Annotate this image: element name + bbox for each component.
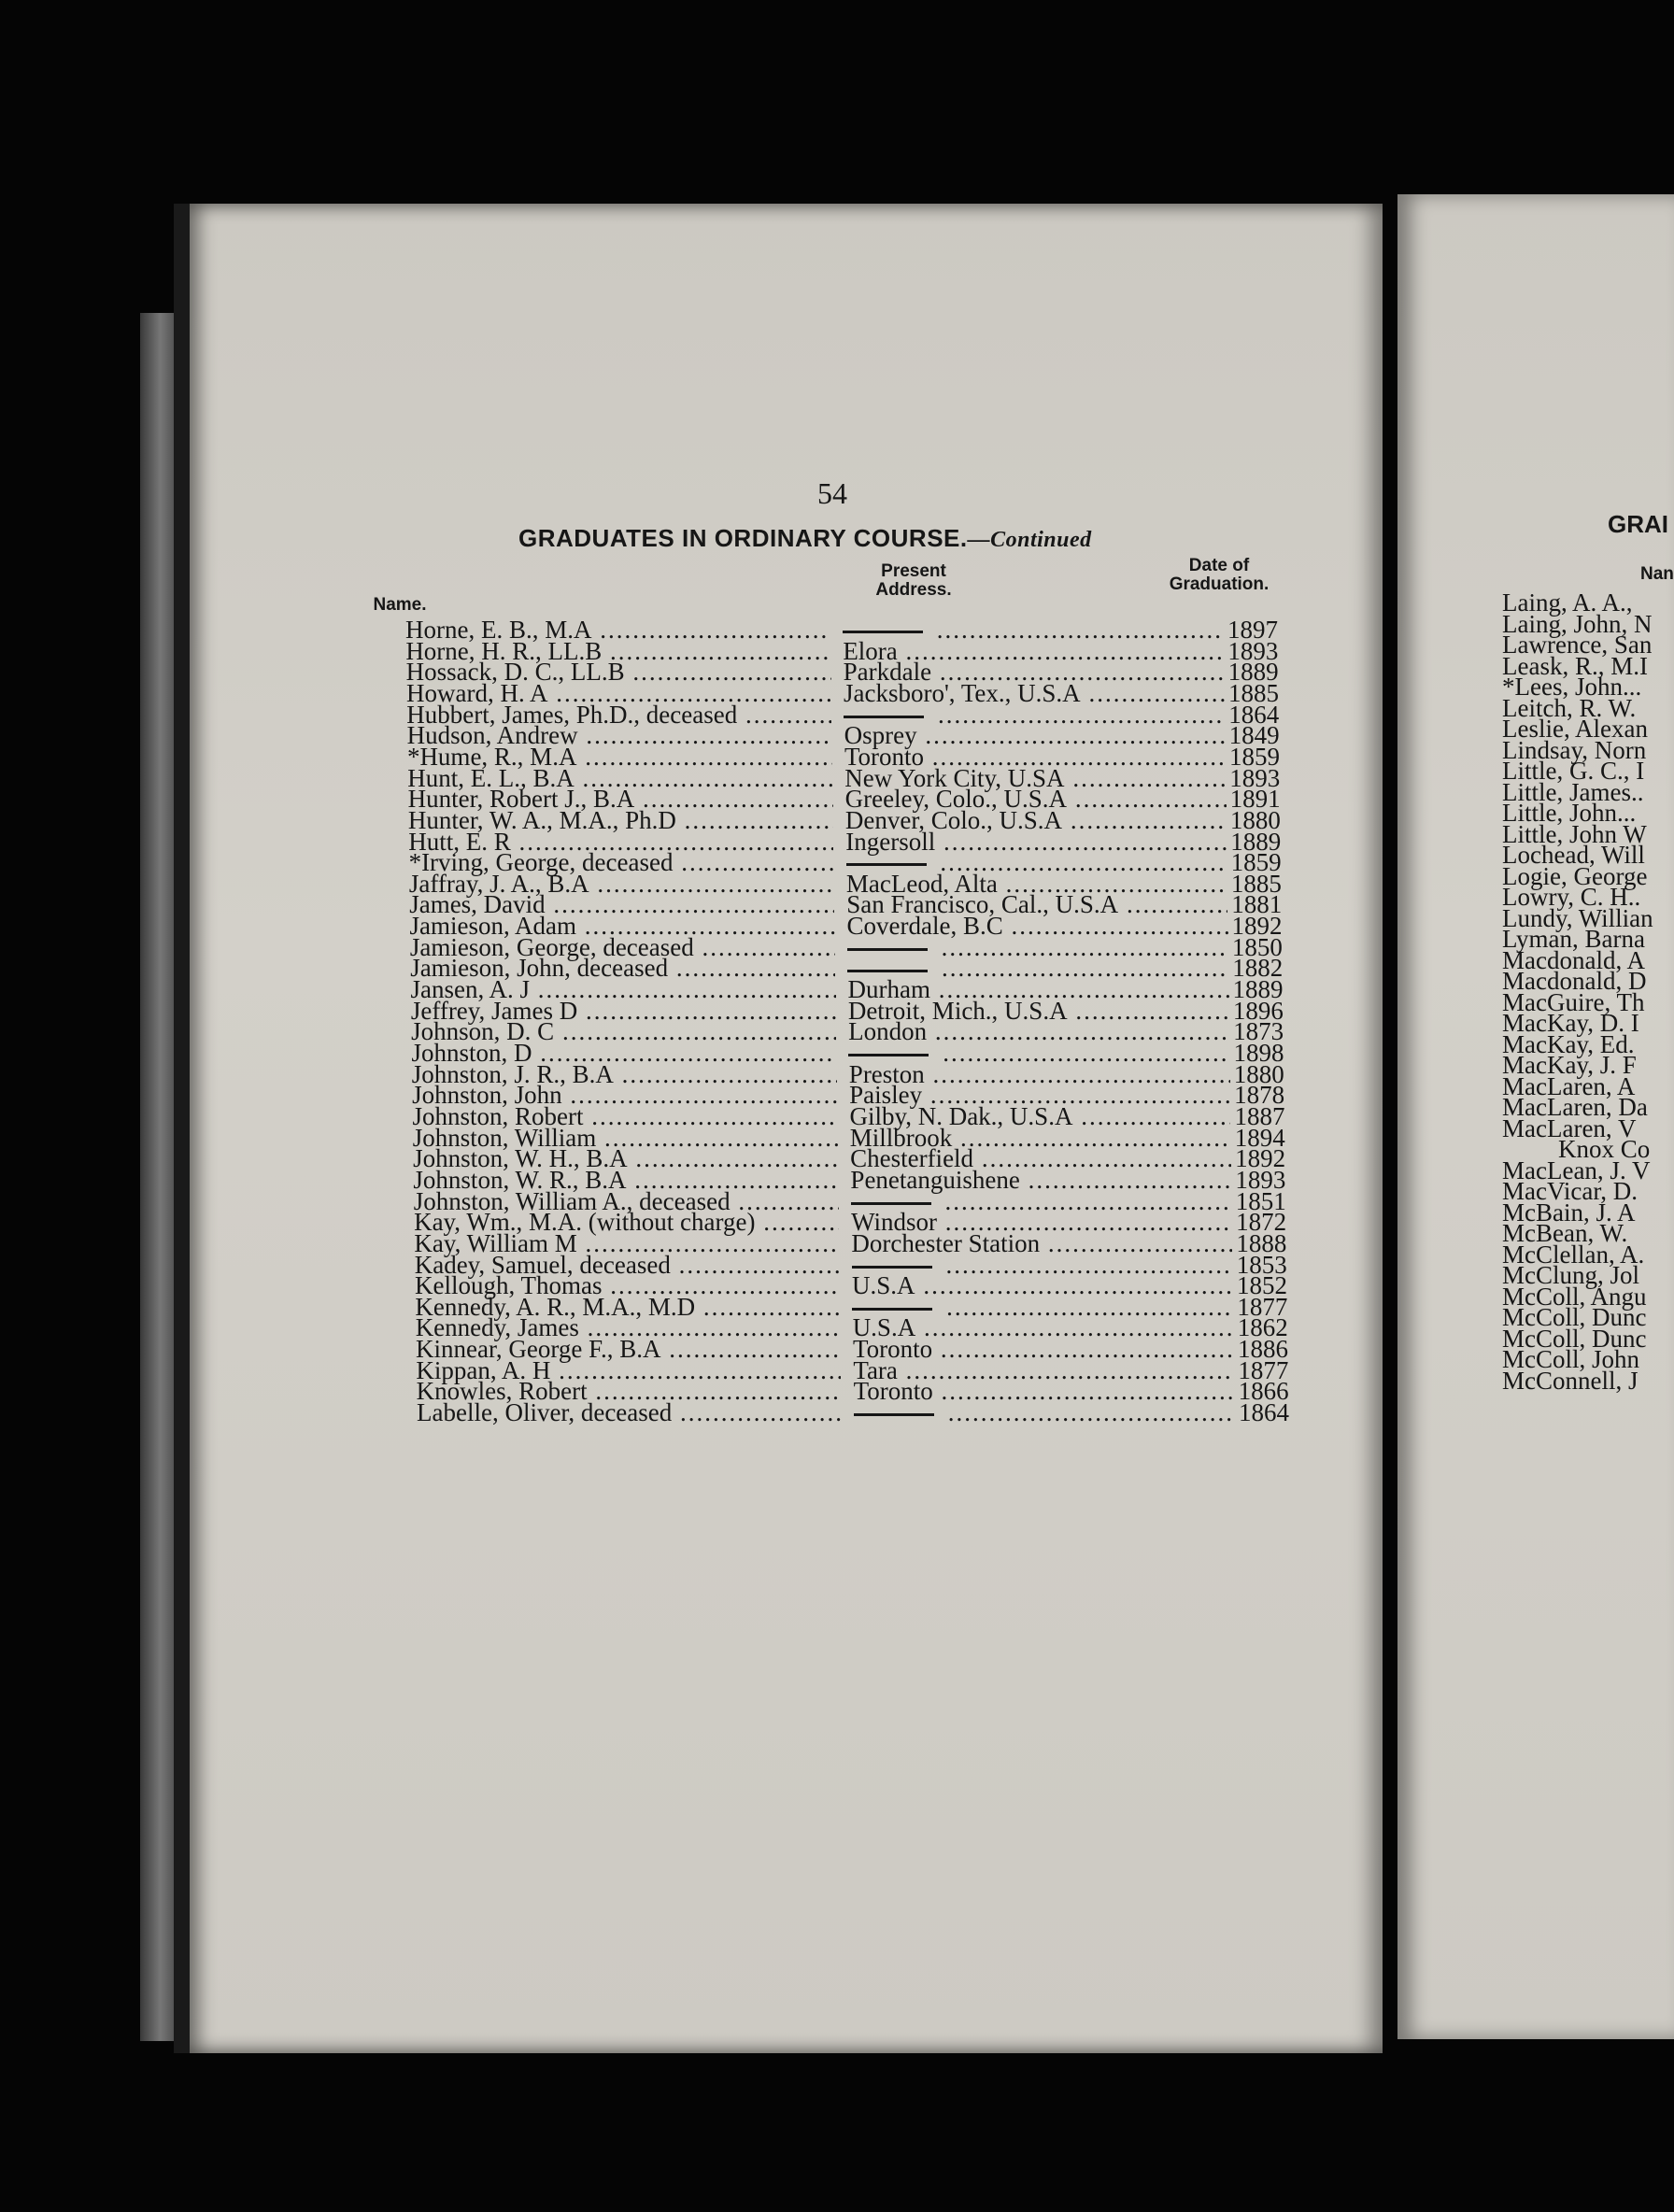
column-header-address: Present Address. [875, 561, 952, 600]
graduation-year: 1877 [1238, 1355, 1289, 1384]
graduation-year: 1885 [1230, 869, 1282, 898]
graduation-year: 1881 [1231, 890, 1283, 919]
graduate-name: Johnson, D. C ..... [411, 1017, 836, 1046]
graduate-name: McBean, W. [1502, 1219, 1628, 1247]
graduation-year: 1859 [1230, 848, 1282, 877]
graduate-address-text: Gilby, N. Dak., U.S.A [849, 1101, 1073, 1130]
right-page-list [1397, 194, 1674, 2039]
graduate-name: Johnston, W. H., B.A ..... [413, 1144, 838, 1173]
graduate-name: McClung, Jol [1502, 1261, 1640, 1289]
no-address-dash [852, 1308, 932, 1311]
graduate-name: Jaffray, J. A., B.A ..... [409, 870, 834, 899]
graduate-name: Leask, R., M.I [1502, 651, 1648, 680]
graduate-name: Kay, Wm., M.A. (without charge) ..... [414, 1208, 839, 1237]
no-address-dash [844, 716, 924, 718]
graduation-year: 1878 [1234, 1081, 1285, 1110]
graduate-address-text: Windsor [851, 1208, 937, 1237]
graduate-name: MacKay, J. F [1502, 1051, 1637, 1079]
no-address-dash [847, 948, 928, 951]
graduate-address-text: MacLeod, Alta [845, 869, 998, 898]
table-row [417, 1398, 1313, 1430]
graduate-address-text: Paisley [849, 1081, 923, 1110]
graduation-year: 1892 [1231, 912, 1283, 941]
no-address-dash [846, 863, 927, 866]
graduates-list [190, 204, 1383, 2053]
graduate-name: Little, John W [1502, 819, 1647, 848]
graduate-address-text: Durham [847, 975, 930, 1004]
graduate-name: *Lees, John... [1502, 673, 1642, 701]
graduate-name: Jamieson, Adam ..... [410, 912, 835, 941]
graduate-name: Kadey, Samuel, deceased ..... [415, 1251, 840, 1280]
graduate-address-text: Detroit, Mich., U.S.A [847, 996, 1068, 1025]
graduate-name: Johnston, D ..... [411, 1039, 836, 1068]
graduate-name: Lindsay, Norn [1502, 735, 1647, 764]
graduate-name: Jamieson, John, deceased ..... [410, 954, 835, 983]
graduate-name: MacLean, J. V [1502, 1156, 1651, 1184]
graduate-name: Laing, John, N [1502, 609, 1653, 638]
graduate-name: Johnston, J. R., B.A ..... [412, 1060, 837, 1089]
graduate-name: MacLaren, V [1502, 1113, 1637, 1142]
graduate-address-text: U.S.A [852, 1313, 916, 1342]
no-address-dash [852, 1266, 932, 1269]
no-address-dash [843, 631, 923, 633]
graduate-name: Lowry, C. H.. [1502, 883, 1641, 911]
no-address-dash [854, 1413, 934, 1416]
graduation-year: 1896 [1232, 996, 1284, 1025]
graduate-name: Horne, H. R., LL.B ..... [405, 637, 830, 666]
graduate-address-text: Osprey [844, 721, 917, 750]
graduation-year: 1887 [1234, 1101, 1285, 1130]
graduation-year: 1898 [1233, 1039, 1284, 1067]
graduation-year: 1892 [1235, 1144, 1286, 1173]
graduate-name: MacKay, D. I [1502, 1009, 1639, 1037]
graduate-name: Macdonald, A [1502, 945, 1645, 974]
graduate-address-text: Preston [848, 1059, 925, 1088]
graduate-name: McColl, Dunc [1502, 1324, 1647, 1353]
graduation-year: 1873 [1233, 1017, 1284, 1046]
graduate-name: Kippan, A. H ..... [416, 1356, 841, 1385]
graduate-name: Johnston, Robert ..... [412, 1102, 837, 1131]
graduation-year: 1851 [1235, 1186, 1286, 1215]
graduate-name: Laing, A. A., [1502, 588, 1633, 617]
graduation-year: 1880 [1233, 1059, 1284, 1088]
graduate-address-text: Chesterfield [850, 1144, 974, 1173]
graduate-name: Labelle, Oliver, deceased ..... [417, 1398, 842, 1427]
graduate-address-text: Parkdale [843, 658, 932, 687]
graduation-year: 1888 [1236, 1228, 1287, 1257]
graduation-year: 1866 [1238, 1377, 1289, 1406]
graduate-name: Kennedy, James ..... [416, 1313, 841, 1342]
graduate-name: Knox Co [1558, 1135, 1651, 1163]
graduate-name: Hubbert, James, Ph.D., deceased ..... [406, 701, 831, 730]
graduate-address-text: London [848, 1017, 928, 1046]
graduate-name: Lochead, Will [1502, 841, 1645, 869]
column-header-date: Date of Graduation. [1169, 556, 1270, 594]
graduate-address-text: San Francisco, Cal., U.S.A [846, 890, 1119, 919]
graduation-year: 1882 [1232, 954, 1284, 983]
graduation-year: 1877 [1237, 1292, 1288, 1321]
graduate-name: Kennedy, A. R., M.A., M.D ..... [415, 1293, 840, 1322]
graduation-year: 1897 [1227, 616, 1278, 644]
graduate-name: Little, John... [1502, 799, 1637, 827]
graduate-name: McConnell, J [1502, 1366, 1639, 1395]
graduate-name: Hossack, D. C., LL.B ..... [406, 658, 831, 687]
column-header-name: Name. [373, 595, 427, 615]
graduation-year: 1885 [1227, 678, 1279, 707]
graduate-address-text: Millbrook [849, 1123, 953, 1152]
graduate-name: Howard, H. A ..... [406, 679, 831, 708]
graduation-year: 1889 [1227, 658, 1279, 687]
graduate-name: Hudson, Andrew ..... [407, 721, 832, 750]
graduate-name: Lawrence, San [1502, 631, 1653, 659]
graduation-year: 1850 [1231, 932, 1283, 961]
graduate-address-text: Coverdale, B.C [846, 912, 1003, 941]
graduation-year: 1872 [1236, 1208, 1287, 1237]
graduate-name: McColl, Dunc [1502, 1303, 1647, 1331]
book-binding [174, 204, 190, 2053]
graduation-year: 1853 [1236, 1250, 1287, 1279]
graduation-year: 1864 [1228, 700, 1280, 729]
graduate-name: Johnston, William ..... [413, 1124, 838, 1153]
graduate-address-text: Denver, Colo., U.S.A [844, 805, 1063, 834]
no-address-dash [847, 970, 928, 972]
graduate-name: MacGuire, Th [1502, 987, 1645, 1016]
graduation-year: 1886 [1238, 1335, 1289, 1364]
graduate-name: McColl, John [1502, 1345, 1640, 1373]
no-address-dash [848, 1054, 929, 1056]
graduation-year: 1849 [1228, 721, 1280, 750]
graduate-name: MacLaren, A [1502, 1071, 1636, 1100]
graduate-name: Little, James.. [1502, 777, 1644, 806]
graduate-address-text: Greeley, Colo., U.S.A [844, 785, 1068, 814]
section-heading-text: GRADUATES IN ORDINARY COURSE. [518, 524, 968, 552]
graduation-year: 1889 [1230, 827, 1282, 856]
left-page [190, 204, 1383, 2053]
graduate-name: Jamieson, George, deceased ..... [410, 933, 835, 962]
graduate-address-text: Elora [843, 636, 898, 665]
graduate-address-text: Tara [853, 1355, 898, 1384]
graduate-name: Little, G. C., I [1502, 757, 1645, 785]
graduate-name: MacLaren, Da [1502, 1093, 1648, 1121]
graduate-name: Horne, E. B., M.A ..... [405, 616, 830, 645]
page-stack-edge [140, 313, 174, 2041]
graduate-name: Kay, William M ..... [414, 1229, 839, 1258]
graduate-name: Kellough, Thomas ..... [415, 1271, 840, 1300]
graduate-name: Jeffrey, James D ..... [411, 997, 836, 1026]
graduate-name: Jansen, A. J ..... [411, 975, 836, 1004]
graduate-name: MacKay, Ed. [1502, 1029, 1635, 1058]
graduate-address-text: U.S.A [852, 1271, 915, 1300]
graduate-address-text: Penetanguishene [850, 1165, 1020, 1194]
graduate-address [854, 1398, 1235, 1427]
graduate-name: Macdonald, D [1502, 967, 1647, 995]
graduation-year: 1891 [1229, 785, 1281, 814]
graduate-address-text: Jacksboro', Tex., U.S.A [843, 678, 1081, 707]
right-page [1397, 194, 1674, 2039]
graduation-year: 1893 [1235, 1165, 1286, 1194]
graduation-year: 1894 [1234, 1123, 1285, 1152]
graduate-address-text: Toronto [853, 1377, 933, 1406]
graduate-name: Johnston, William A., deceased ..... [414, 1187, 839, 1216]
graduate-name: Knowles, Robert ..... [417, 1377, 842, 1406]
graduate-name: McColl, Angu [1502, 1282, 1647, 1311]
graduate-name: McClellan, A. [1502, 1240, 1645, 1269]
graduate-name: Hunt, E. L., B.A ..... [407, 764, 832, 793]
graduation-year: 1864 [1239, 1398, 1289, 1427]
graduate-name: Hutt, E. R ..... [408, 828, 833, 857]
graduate-name: James, David ..... [409, 890, 834, 919]
graduate-name: Kinnear, George F., B.A ..... [416, 1335, 841, 1364]
no-address-dash [851, 1202, 931, 1205]
graduate-name: Johnston, John ..... [412, 1081, 837, 1110]
graduation-year: 1852 [1237, 1271, 1288, 1300]
graduate-name: MacVicar, D. [1502, 1177, 1638, 1205]
graduate-name: Logie, George [1502, 861, 1648, 890]
page-number: 54 [817, 476, 847, 510]
graduate-address-text: Toronto [844, 742, 925, 771]
graduation-year: 1862 [1237, 1313, 1288, 1342]
graduation-year: 1859 [1228, 742, 1280, 771]
right-page-column-fragment: Nan [1640, 564, 1674, 584]
graduate-address-text: Toronto [853, 1335, 933, 1364]
graduate-name: Hunter, W. A., M.A., Ph.D ..... [408, 806, 833, 835]
graduation-year: 1880 [1229, 805, 1281, 834]
graduate-name: Lyman, Barna [1502, 925, 1645, 953]
graduation-year: 1889 [1232, 975, 1284, 1004]
graduate-address-text: Ingersoll [845, 827, 936, 856]
right-page-heading-fragment: GRAI [1608, 510, 1668, 538]
graduate-name: *Irving, George, deceased ..... [409, 848, 834, 877]
graduate-name: McBain, J. A [1502, 1198, 1636, 1227]
graduate-name: Lundy, Willian [1502, 903, 1653, 932]
section-heading-suffix: —Continued [967, 528, 1092, 552]
graduation-year: 1893 [1229, 763, 1281, 792]
graduation-year: 1893 [1227, 636, 1279, 665]
graduate-name: *Hume, R., M.A ..... [407, 743, 832, 772]
list-item [1502, 1367, 1674, 1398]
graduate-address-text: Dorchester Station [851, 1228, 1041, 1257]
graduate-address-text: New York City, U.SA [844, 763, 1065, 792]
graduate-name: Johnston, W. R., B.A ..... [413, 1166, 838, 1195]
graduate-name: Leitch, R. W. [1502, 693, 1637, 722]
graduate-name: Leslie, Alexan [1502, 715, 1648, 743]
graduate-name: Hunter, Robert J., B.A ..... [408, 785, 833, 814]
